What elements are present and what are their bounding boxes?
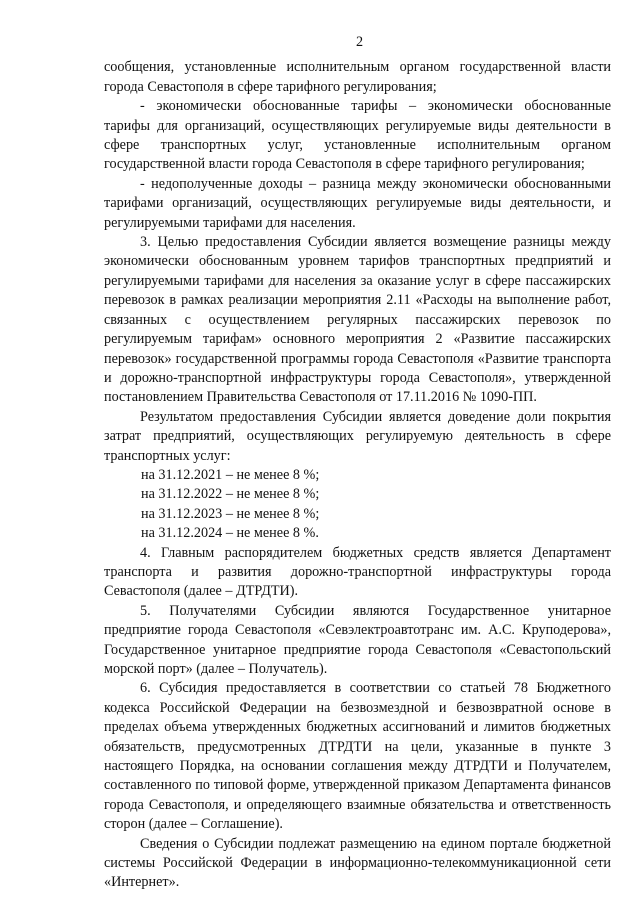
paragraph-5-recipients: 5. Получателями Субсидии являются Государственное унитарное предприятие города Севастополя «Севэлектроавтотранс им. А.С. Круподерова», Государственное унитарное предприятие города Севастополя «Севастопольский морской порт» (далее – Получатель). — [104, 602, 611, 677]
paragraph-4-budget-manager: 4. Главным распорядителем бюджетных средств является Департамент транспорта и развития дорожно-транспортной инфраструктуры города Севастополя (далее – ДТРДТИ). — [104, 544, 611, 600]
result-date-2021: на 31.12.2021 – не менее 8 %; — [141, 466, 320, 483]
paragraph-publication: Сведения о Субсидии подлежат размещению на едином портале бюджетной системы Российской Федерации в информационно-телекоммуникационной сети «Интернет». — [104, 835, 611, 891]
result-date-2022: на 31.12.2022 – не менее 8 %; — [141, 486, 320, 503]
paragraph-definition-lost-income: - недополученные доходы – разница между экономически обоснованными тарифами организаций, осуществляющих регулируемые виды деятельности, и регулируемыми тарифами для населения. — [104, 175, 611, 231]
page-number: 2 — [355, 34, 364, 50]
paragraph-6-subsidy-basis: 6. Субсидия предоставляется в соответствии со статьей 78 Бюджетного кодекса Российской Федерации на безвозмездной и безвозвратной основе в пределах объема утвержденных бюджетных ассигнований и лимитов бюджетных обязательств, предусмотренных ДТРДТИ на цели, указанные в пункте 3 настоящего Порядка, на основании соглашения между ДТРДТИ и Получателем, составленного по типовой форме, утвержденной приказом Департамента финансов города Севастополя, и определяющего взаимные обязательства и ответственность сторон (далее – Соглашение). — [104, 680, 611, 833]
result-date-2023: на 31.12.2023 – не менее 8 %; — [141, 505, 320, 522]
paragraph-result: Результатом предоставления Субсидии является доведение доли покрытия затрат предприятий, осуществляющих регулируемую деятельность в сфере транспортных услуг: — [104, 408, 611, 464]
paragraph-continuation: сообщения, установленные исполнительным органом государственной власти города Севастополя в сфере тарифного регулирования; — [104, 59, 611, 95]
paragraph-definition-economic-tariffs: - экономически обоснованные тарифы – экономически обоснованные тарифы для организаций, осуществляющих регулируемые виды деятельности в сфере транспортных услуг, установленные исполнительным органом государственной власти города Севастополя в сфере тарифного регулирования; — [104, 98, 611, 173]
result-date-2024: на 31.12.2024 – не менее 8 %. — [141, 525, 319, 542]
paragraph-3-purpose: 3. Целью предоставления Субсидии является возмещение разницы между экономически обоснованным уровнем тарифов транспортных предприятий и регулируемыми тарифами для населения за оказание услуг в сфере пассажирских перевозок в рамках реализации мероприятия 2.11 «Расходы на выполнение работ, связанных с осуществлением регулярных пассажирских перевозок по регулируемым тарифам» основного мероприятия 2 «Развитие пассажирских перевозок» государственной программы города Севастополя «Развитие транспорта и дорожно-транспортной инфраструктуры города Севастополя», утвержденной постановлением Правительства Севастополя от 17.11.2016 № 1090-ПП. — [104, 234, 611, 406]
